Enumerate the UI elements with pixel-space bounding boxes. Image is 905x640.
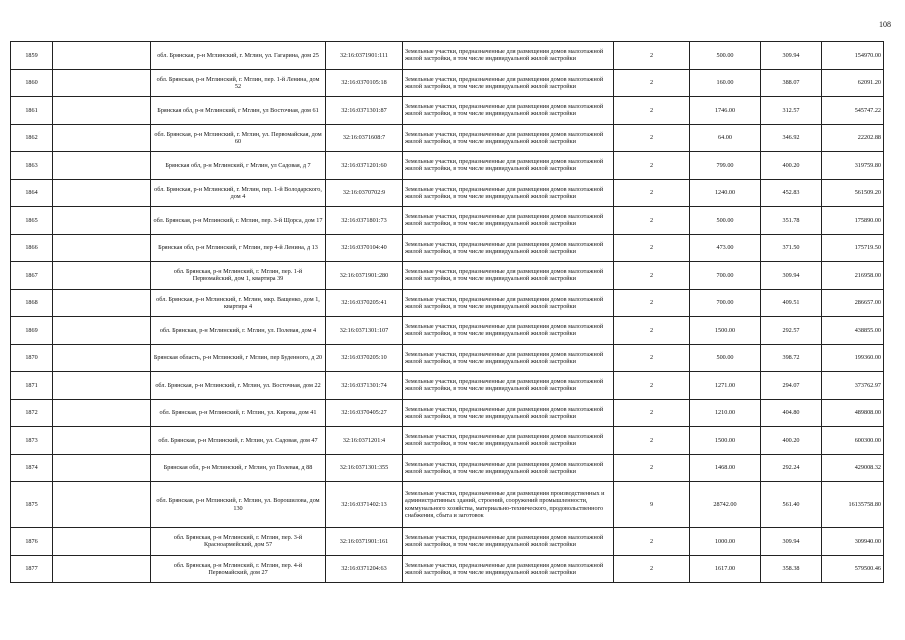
row-number: 1875: [11, 482, 53, 528]
cadastral-number-cell: 32:16:0371901:161: [326, 528, 403, 556]
cadastral-number-cell: 32:16:0370104:40: [326, 234, 403, 262]
area-cell: 1468.00: [690, 454, 761, 482]
row-number: 1872: [11, 399, 53, 427]
address-cell: Брянская обл, р-н Мглинский, г Мглин, ул Восточная, дом 61: [151, 97, 326, 125]
row-number: 1859: [11, 42, 53, 70]
table-row: [11, 97, 884, 125]
blank-cell: [53, 97, 151, 125]
cadastral-number-cell: 32:16:0370205:10: [326, 344, 403, 372]
address-cell: Брянская обл, р-н Мглинский, г Мглин, пер 4-й Ленина, д 13: [151, 234, 326, 262]
table-row: [11, 372, 884, 400]
group-cell: 2: [614, 427, 690, 455]
row-number: 1874: [11, 454, 53, 482]
land-use-cell: Земельные участки, предназначенные для размещения домов малоэтажной жилой застройки, в том числе индивидуальной жилой застройки: [403, 372, 614, 400]
table-row: [11, 317, 884, 345]
cadastral-value-cell: 199360.00: [822, 344, 884, 372]
cadastral-value-cell: 561509.20: [822, 179, 884, 207]
row-number: 1877: [11, 555, 53, 583]
cadastral-number-cell: 32:16:0371801:73: [326, 207, 403, 235]
cadastral-number-cell: 32:16:0370105:18: [326, 69, 403, 97]
address-cell: обл. Брянская, р-н Мглинский, г. Мглин, мкр. Ващенко, дом 1, квартира 4: [151, 289, 326, 317]
row-number: 1873: [11, 427, 53, 455]
table-row: [11, 289, 884, 317]
land-use-cell: Земельные участки, предназначенные для размещения домов малоэтажной жилой застройки, в том числе индивидуальной жилой застройки: [403, 344, 614, 372]
area-cell: 1500.00: [690, 427, 761, 455]
cadastral-number-cell: 32:16:0371301:74: [326, 372, 403, 400]
blank-cell: [53, 207, 151, 235]
row-number: 1862: [11, 124, 53, 152]
cadastral-number-cell: 32:16:0371402:13: [326, 482, 403, 528]
cadastral-value-cell: 216958.00: [822, 262, 884, 290]
area-cell: 1500.00: [690, 317, 761, 345]
group-cell: 2: [614, 454, 690, 482]
row-number: 1868: [11, 289, 53, 317]
rate-cell: 309.94: [761, 528, 822, 556]
cadastral-value-cell: 286657.00: [822, 289, 884, 317]
area-cell: 64.00: [690, 124, 761, 152]
cadastral-value-cell: 154970.00: [822, 42, 884, 70]
rate-cell: 371.50: [761, 234, 822, 262]
group-cell: 2: [614, 399, 690, 427]
rate-cell: 398.72: [761, 344, 822, 372]
area-cell: 500.00: [690, 207, 761, 235]
area-cell: 473.00: [690, 234, 761, 262]
rate-cell: 404.80: [761, 399, 822, 427]
cadastral-number-cell: 32:16:0370702:9: [326, 179, 403, 207]
address-cell: обл. Брянская, р-н Мглинский, г. Мглин, ул. Первомайская, дом 60: [151, 124, 326, 152]
table-row: [11, 179, 884, 207]
rate-cell: 292.24: [761, 454, 822, 482]
area-cell: 1240.00: [690, 179, 761, 207]
land-use-cell: Земельные участки, предназначенные для размещения домов малоэтажной жилой застройки, в том числе индивидуальной жилой застройки: [403, 207, 614, 235]
row-number: 1869: [11, 317, 53, 345]
address-cell: обл. Брянская, р-н Мглинский, г. Мглин, пер. 3-й Красноармейский, дом 57: [151, 528, 326, 556]
table-row: [11, 234, 884, 262]
area-cell: 1210.00: [690, 399, 761, 427]
rate-cell: 309.94: [761, 42, 822, 70]
rate-cell: 452.83: [761, 179, 822, 207]
land-use-cell: Земельные участки, предназначенные для размещения домов малоэтажной жилой застройки, в том числе индивидуальной жилой застройки: [403, 124, 614, 152]
blank-cell: [53, 555, 151, 583]
group-cell: 9: [614, 482, 690, 528]
row-number: 1866: [11, 234, 53, 262]
land-use-cell: Земельные участки, предназначенные для размещения домов малоэтажной жилой застройки, в том числе индивидуальной жилой застройки: [403, 317, 614, 345]
group-cell: 2: [614, 262, 690, 290]
land-register-table: [10, 41, 884, 583]
area-cell: 1271.00: [690, 372, 761, 400]
rate-cell: 400.20: [761, 427, 822, 455]
area-cell: 1746.00: [690, 97, 761, 125]
group-cell: 2: [614, 152, 690, 180]
land-use-cell: Земельные участки, предназначенные для размещения домов малоэтажной жилой застройки, в том числе индивидуальной жилой застройки: [403, 454, 614, 482]
blank-cell: [53, 317, 151, 345]
row-number: 1861: [11, 97, 53, 125]
rate-cell: 292.57: [761, 317, 822, 345]
address-cell: Брянская обл, р-н Мглинский, г Мглин, ул Полевая, д 88: [151, 454, 326, 482]
rate-cell: 346.92: [761, 124, 822, 152]
table-row: [11, 344, 884, 372]
cadastral-value-cell: 319759.80: [822, 152, 884, 180]
cadastral-number-cell: 32:16:0371901:280: [326, 262, 403, 290]
land-use-cell: Земельные участки, предназначенные для размещения домов малоэтажной жилой застройки, в том числе индивидуальной жилой застройки: [403, 234, 614, 262]
table-row: [11, 399, 884, 427]
land-use-cell: Земельные участки, предназначенные для размещения домов малоэтажной жилой застройки, в том числе индивидуальной жилой застройки: [403, 555, 614, 583]
rate-cell: 358.38: [761, 555, 822, 583]
page-number: 108: [879, 20, 891, 29]
address-cell: обл. Брянская, р-н Мглинский, г. Мглин, ул. Восточная, дом 22: [151, 372, 326, 400]
group-cell: 2: [614, 234, 690, 262]
area-cell: 500.00: [690, 344, 761, 372]
group-cell: 2: [614, 317, 690, 345]
cadastral-value-cell: 309940.00: [822, 528, 884, 556]
blank-cell: [53, 42, 151, 70]
table-row: [11, 42, 884, 70]
row-number: 1870: [11, 344, 53, 372]
group-cell: 2: [614, 555, 690, 583]
cadastral-value-cell: 429008.32: [822, 454, 884, 482]
address-cell: обл. Брянская, р-н Мглинский, г. Мглин, ул. Ворошилова, дом 130: [151, 482, 326, 528]
land-use-cell: Земельные участки, предназначенные для размещения домов малоэтажной жилой застройки, в том числе индивидуальной жилой застройки: [403, 399, 614, 427]
blank-cell: [53, 69, 151, 97]
cadastral-value-cell: 438855.00: [822, 317, 884, 345]
cadastral-value-cell: 545747.22: [822, 97, 884, 125]
area-cell: 500.00: [690, 42, 761, 70]
rate-cell: 388.07: [761, 69, 822, 97]
address-cell: обл. Брянская, р-н Мглинский, г. Мглин, ул. Полевая, дом 4: [151, 317, 326, 345]
row-number: 1867: [11, 262, 53, 290]
rate-cell: 309.94: [761, 262, 822, 290]
group-cell: 2: [614, 528, 690, 556]
group-cell: 2: [614, 372, 690, 400]
group-cell: 2: [614, 179, 690, 207]
address-cell: обл. Брянская, р-н Мглинский, г. Мглин, ул. Садовая, дом 47: [151, 427, 326, 455]
row-number: 1864: [11, 179, 53, 207]
area-cell: 160.00: [690, 69, 761, 97]
cadastral-number-cell: 32:16:0371201:60: [326, 152, 403, 180]
table-row: [11, 482, 884, 528]
blank-cell: [53, 124, 151, 152]
rate-cell: 312.57: [761, 97, 822, 125]
cadastral-number-cell: 32:16:0370405:27: [326, 399, 403, 427]
table-row: [11, 207, 884, 235]
land-use-cell: Земельные участки, предназначенные для размещения домов малоэтажной жилой застройки, в том числе индивидуальной жилой застройки: [403, 97, 614, 125]
land-use-cell: Земельные участки, предназначенные для размещения домов малоэтажной жилой застройки, в том числе индивидуальной жилой застройки: [403, 152, 614, 180]
land-use-cell: Земельные участки, предназначенные для размещения домов малоэтажной жилой застройки, в том числе индивидуальной жилой застройки: [403, 528, 614, 556]
cadastral-value-cell: 489808.00: [822, 399, 884, 427]
cadastral-value-cell: 16135758.80: [822, 482, 884, 528]
blank-cell: [53, 234, 151, 262]
blank-cell: [53, 482, 151, 528]
blank-cell: [53, 399, 151, 427]
area-cell: 1000.00: [690, 528, 761, 556]
land-use-cell: Земельные участки, предназначенные для размещения домов малоэтажной жилой застройки, в том числе индивидуальной жилой застройки: [403, 289, 614, 317]
table-row: [11, 427, 884, 455]
area-cell: 28742.00: [690, 482, 761, 528]
address-cell: обл. Брянская, р-н Мглинский, г. Мглин, ул. Кирова, дом 41: [151, 399, 326, 427]
blank-cell: [53, 372, 151, 400]
address-cell: обл. Брянская, р-н Мглинский, г. Мглин, пер. 4-й Первомайский, дом 27: [151, 555, 326, 583]
address-cell: обл. Брянская, р-н Мглинский, г. Мглин, ул. Гагарина, дом 25: [151, 42, 326, 70]
blank-cell: [53, 152, 151, 180]
cadastral-number-cell: 32:16:0371301:355: [326, 454, 403, 482]
address-cell: Брянская область, р-н Мглинский, г Мглин, пер Буденного, д 20: [151, 344, 326, 372]
cadastral-number-cell: 32:16:0371608:7: [326, 124, 403, 152]
rate-cell: 294.07: [761, 372, 822, 400]
land-use-cell: Земельные участки, предназначенные для размещения домов малоэтажной жилой застройки, в том числе индивидуальной жилой застройки: [403, 427, 614, 455]
row-number: 1871: [11, 372, 53, 400]
rate-cell: 351.78: [761, 207, 822, 235]
address-cell: Брянская обл, р-н Мглинский, г Мглин, ул Садовая, д 7: [151, 152, 326, 180]
group-cell: 2: [614, 344, 690, 372]
address-cell: обл. Брянская, р-н Мглинский, г. Мглин, пер. 1-й Володарского, дом 4: [151, 179, 326, 207]
group-cell: 2: [614, 42, 690, 70]
table-row: [11, 69, 884, 97]
row-number: 1865: [11, 207, 53, 235]
rate-cell: 400.20: [761, 152, 822, 180]
cadastral-value-cell: 373762.97: [822, 372, 884, 400]
cadastral-number-cell: 32:16:0370205:41: [326, 289, 403, 317]
cadastral-value-cell: 22202.88: [822, 124, 884, 152]
group-cell: 2: [614, 289, 690, 317]
area-cell: 700.00: [690, 289, 761, 317]
blank-cell: [53, 289, 151, 317]
row-number: 1863: [11, 152, 53, 180]
table-row: [11, 528, 884, 556]
blank-cell: [53, 528, 151, 556]
land-use-cell: Земельные участки, предназначенные для размещения домов малоэтажной жилой застройки, в том числе индивидуальной жилой застройки: [403, 42, 614, 70]
land-use-cell: Земельные участки, предназначенные для размещения домов малоэтажной жилой застройки, в том числе индивидуальной жилой застройки: [403, 262, 614, 290]
group-cell: 2: [614, 207, 690, 235]
cadastral-number-cell: 32:16:0371301:87: [326, 97, 403, 125]
row-number: 1860: [11, 69, 53, 97]
area-cell: 799.00: [690, 152, 761, 180]
group-cell: 2: [614, 124, 690, 152]
address-cell: обл. Брянская, р-н Мглинский, г. Мглин, пер. 1-й Первомайский, дом 1, квартира 39: [151, 262, 326, 290]
land-use-cell: Земельные участки, предназначенные для размещения домов малоэтажной жилой застройки, в том числе индивидуальной жилой застройки: [403, 179, 614, 207]
land-use-cell: Земельные участки, предназначенные для размещения производственных и административных зданий, строений, сооружений промышленности, коммунального хозяйства, материально-технического, продовольственного снабжения, сбыта и заготовок: [403, 482, 614, 528]
cadastral-value-cell: 175719.50: [822, 234, 884, 262]
blank-cell: [53, 427, 151, 455]
cadastral-number-cell: 32:16:0371201:4: [326, 427, 403, 455]
blank-cell: [53, 262, 151, 290]
blank-cell: [53, 454, 151, 482]
blank-cell: [53, 179, 151, 207]
cadastral-value-cell: 600300.00: [822, 427, 884, 455]
rate-cell: 561.40: [761, 482, 822, 528]
table-row: [11, 124, 884, 152]
area-cell: 700.00: [690, 262, 761, 290]
table-row: [11, 152, 884, 180]
table-row: [11, 262, 884, 290]
cadastral-number-cell: 32:16:0371901:111: [326, 42, 403, 70]
area-cell: 1617.00: [690, 555, 761, 583]
cadastral-value-cell: 579500.46: [822, 555, 884, 583]
rate-cell: 409.51: [761, 289, 822, 317]
land-use-cell: Земельные участки, предназначенные для размещения домов малоэтажной жилой застройки, в том числе индивидуальной жилой застройки: [403, 69, 614, 97]
cadastral-value-cell: 62091.20: [822, 69, 884, 97]
row-number: 1876: [11, 528, 53, 556]
cadastral-value-cell: 175890.00: [822, 207, 884, 235]
group-cell: 2: [614, 69, 690, 97]
blank-cell: [53, 344, 151, 372]
address-cell: обл. Брянская, р-н Мглинский, г. Мглин, пер. 3-й Щорса, дом 17: [151, 207, 326, 235]
address-cell: обл. Брянская, р-н Мглинский, г. Мглин, пер. 1-й Ленина, дом 52: [151, 69, 326, 97]
table-row: [11, 555, 884, 583]
table-row: [11, 454, 884, 482]
cadastral-number-cell: 32:16:0371301:107: [326, 317, 403, 345]
group-cell: 2: [614, 97, 690, 125]
cadastral-number-cell: 32:16:0371204:63: [326, 555, 403, 583]
